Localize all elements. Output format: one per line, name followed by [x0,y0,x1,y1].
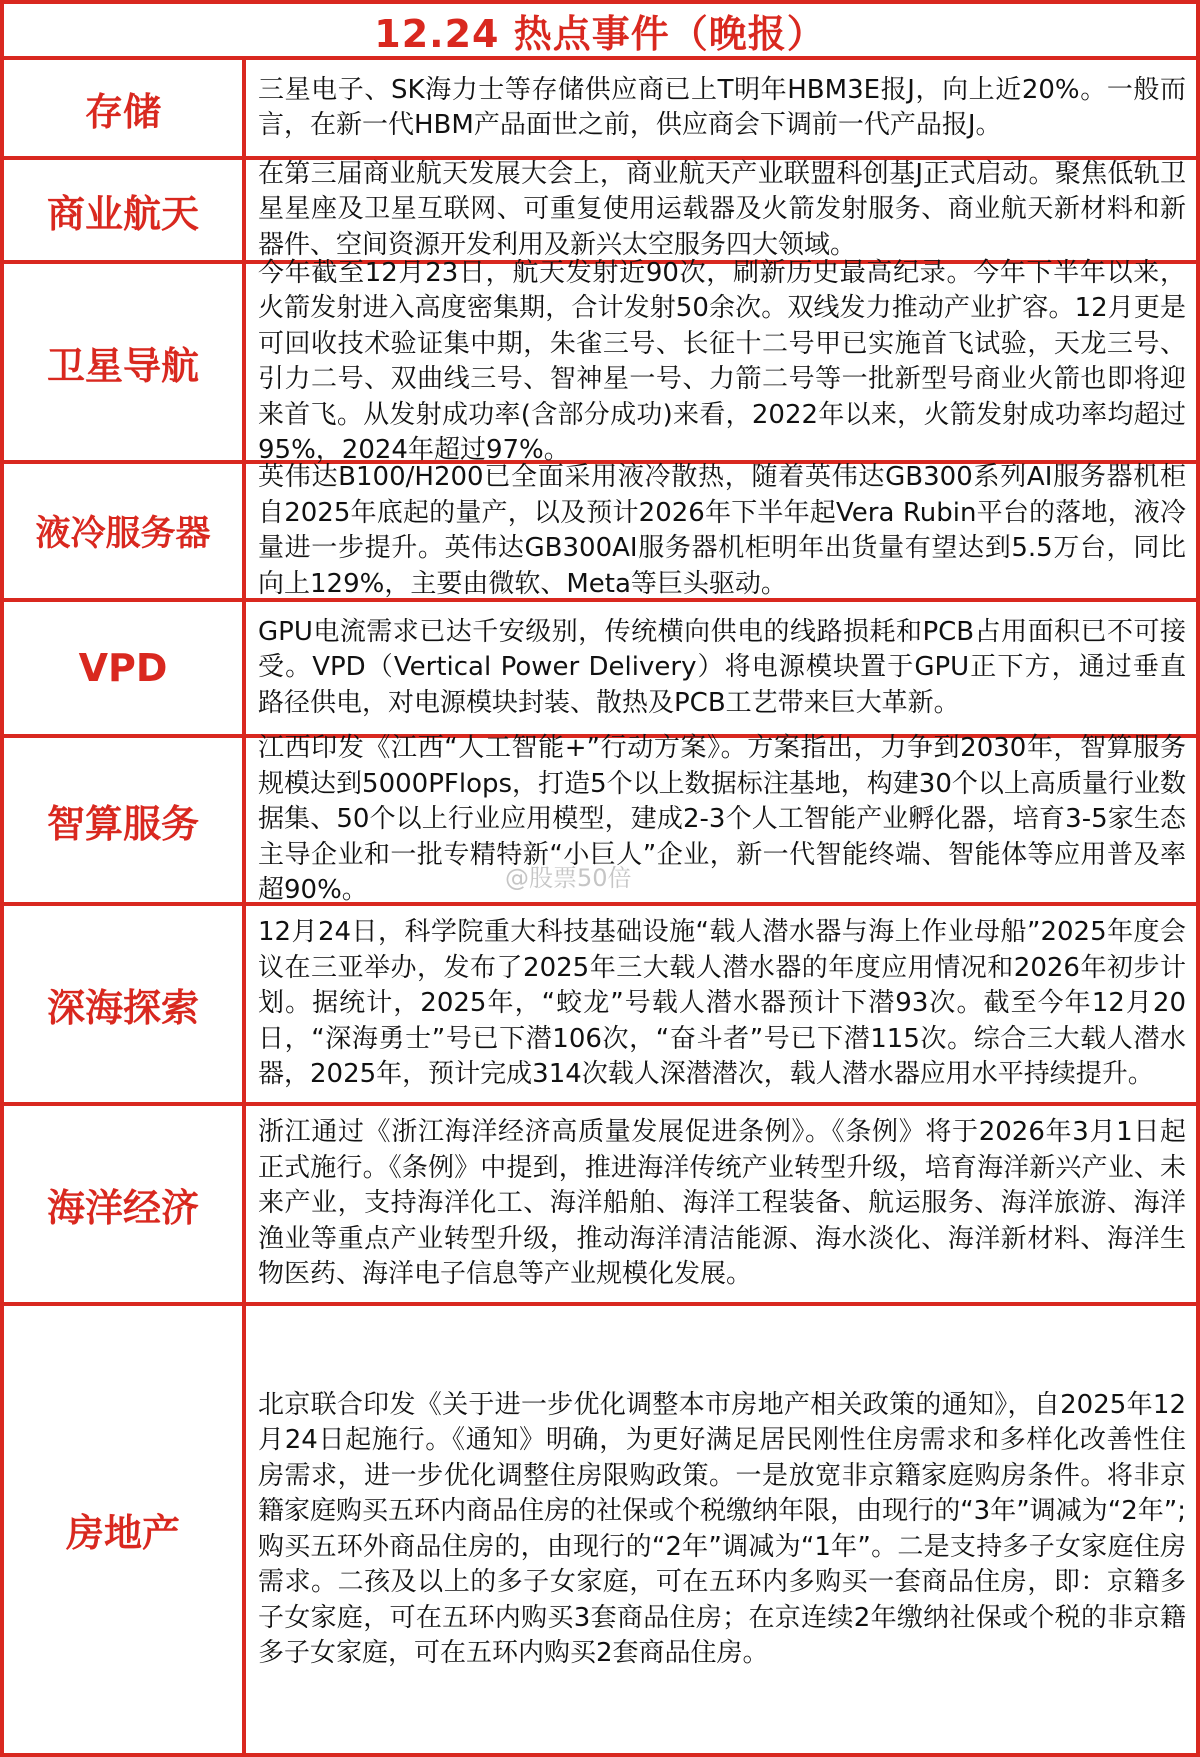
description-cell [246,1106,1196,1302]
category-label: VPD [78,646,168,690]
event-rows [4,60,1196,1753]
category-label: 智算服务 [46,801,199,846]
category-label: 房地产 [65,1511,180,1555]
watermark: @股票50倍 [505,864,632,892]
description-cell [246,733,1196,906]
description-text: GPU电流需求已达千安级别，传统横向供电的线路损耗和PCB占用面积已不可接受。VPD（Vertical Power Delivery）将电源模块置于GPU正下方，通过垂直路径供电，对电源模块封装、散热及PCB工艺带来巨大革新。 [258,616,1186,718]
category-cell [4,906,246,1102]
category-cell [4,602,246,734]
category-cell [4,738,246,902]
category-cell [4,1306,246,1753]
title-bar [4,4,1196,60]
description-cell [246,160,1196,260]
category-label: 海洋经济 [46,1185,199,1230]
description-text: 三星电子、SK海力士等存储供应商已上T明年HBM3E报J，向上近20%。一般而言，在新一代HBM产品面世之前，供应商会下调前一代产品报J。 [258,74,1186,140]
row-real-estate [4,1306,1196,1753]
category-cell [4,1106,246,1302]
row-satellite-navigation [4,257,1196,465]
page-title: 12.24 热点事件（晚报） [374,11,826,56]
description-text: 在第三届商业航天发展大会上，商业航天产业联盟科创基J正式启动。聚焦低轨卫星星座及卫星互联网、可重复使用运载器及火箭发射服务、商业航天新材料和新器件、空间资源开发利用及新兴太空服务四大领域。 [258,158,1186,260]
row-marine-economy [4,1106,1196,1306]
category-label: 存储 [84,89,161,134]
description-text: 今年截至12月23日，航天发射近90次，刷新历史最高纪录。今年下半年以来，火箭发射进入高度密集期，合计发射50余次。双线发力推动产业扩容。12月更是可回收技术验证集中期，朱雀三号、长征十二号甲已实施首飞试验，天龙三号、引力二号、双曲线三号、智神星一号、力箭二号等一批新型号商业火箭也即将迎来首飞。从发射成功率(含部分成功)来看，2022年以来，火箭发射成功率均超过95%，2024年超过97%。 [258,257,1186,465]
description-text: 浙江通过《浙江海洋经济高质量发展促进条例》。《条例》将于2026年3月1日起正式施行。《条例》中提到，推进海洋传统产业转型升级，培育海洋新兴产业、未来产业，支持海洋化工、海洋船舶、海洋工程装备、航运服务、海洋旅游、海洋渔业等重点产业转型升级，推动海洋清洁能源、海水淡化、海洋新材料、海洋生物医药、海洋电子信息等产业规模化发展。 [258,1117,1186,1290]
category-label: 商业航天 [46,191,199,236]
row-vpd [4,602,1196,738]
category-label: 卫星导航 [46,343,199,388]
row-storage [4,60,1196,160]
description-cell [246,906,1196,1102]
description-text: 12月24日，科学院重大科技基础设施“载人潜水器与海上作业母船”2025年度会议在三亚举办，发布了2025年三大载人潜水器的年度应用情况和2026年初步计划。据统计，2025年，“蛟龙”号载人潜水器预计下潜93次。截至今年12月20日，“深海勇士”号已下潜106次，“奋斗者”号已下潜115次。综合三大载人潜水器，2025年，预计完成314次载人深潜潜次，载人潜水器应用水平持续提升。 [258,917,1186,1090]
category-label: 深海探索 [46,985,199,1030]
row-deep-sea [4,906,1196,1106]
row-liquid-cooling-server [4,464,1196,602]
description-cell [246,602,1196,734]
row-computing-service [4,733,1196,906]
description-text: 英伟达B100/H200已全面采用液冷散热，随着英伟达GB300系列AI服务器机柜自2025年底起的量产，以及预计2026年下半年起Vera Rubin平台的落地，液冷量进一步提升。英伟达GB300AI服务器机柜明年出货量有望达到5.5万台，同比向上129%，主要由微软、Meta等巨头驱动。 [258,462,1186,599]
description-cell [246,257,1196,465]
category-cell [4,264,246,460]
description-cell [246,1306,1196,1753]
description-text: 江西印发《江西“人工智能+”行动方案》。方案指出，力争到2030年，智算服务规模达到5000PFlops，打造5个以上数据标注基地，构建30个以上高质量行业数据集、50个以上行业应用模型，建成2-3个人工智能产业孵化器，培育3-5家生态主导企业和一批专精特新“小巨人”企业，新一代智能终端、智能体等应用普及率超90%。 [258,733,1186,906]
description-text: 北京联合印发《关于进一步优化调整本市房地产相关政策的通知》，自2025年12月24日起施行。《通知》明确，为更好满足居民刚性住房需求和多样化改善性住房需求，进一步优化调整住房限购政策。一是放宽非京籍家庭购房条件。将非京籍家庭购买五环内商品住房的社保或个税缴纳年限，由现行的“3年”调减为“2年”;购买五环外商品住房的，由现行的“2年”调减为“1年”。二是支持多子女家庭住房需求。二孩及以上的多子女家庭，可在五环内多购买一套商品住房，即：京籍多子女家庭，可在五环内购买3套商品住房；在京连续2年缴纳社保或个税的非京籍多子女家庭，可在五环内购买2套商品住房。 [258,1389,1186,1668]
category-cell [4,60,246,156]
category-label: 液冷服务器 [35,514,211,554]
row-commercial-aerospace [4,160,1196,264]
description-cell [246,464,1196,598]
category-cell [4,464,246,598]
description-cell [246,60,1196,156]
category-cell [4,160,246,260]
